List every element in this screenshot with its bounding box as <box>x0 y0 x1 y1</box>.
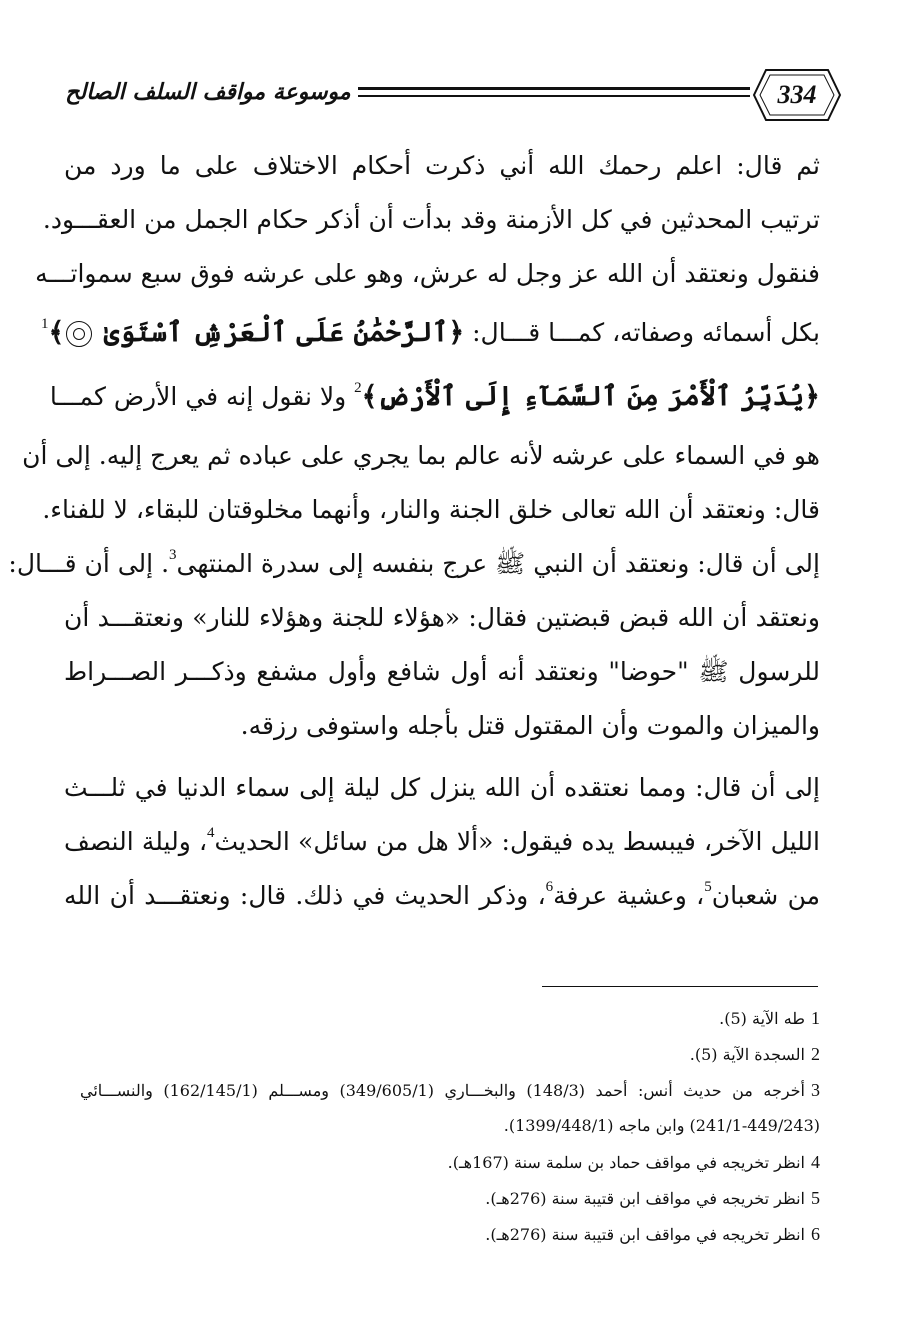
line-text: إلى أن قال: ونعتقد أن النبي ﷺ عرج بنفسه إلى سدرة المنتهى <box>176 549 820 578</box>
footnote-ref[interactable]: 2 <box>354 380 362 396</box>
footnote-ref[interactable]: 1 <box>40 316 49 332</box>
quran-verse <box>48 317 464 348</box>
footnote-separator <box>542 986 818 987</box>
text-line <box>40 301 820 365</box>
footnote-item <box>80 1036 820 1072</box>
footnote-ref[interactable]: 5 <box>704 879 712 895</box>
footnote-continuation: (241/1-449/243) وابن ماجه (1399/448/1). <box>503 1116 820 1135</box>
footnote-item <box>80 1180 820 1216</box>
footnote-number: 1 <box>811 1008 820 1028</box>
footnote-number: 5 <box>811 1188 820 1208</box>
text-line <box>64 869 820 923</box>
text-line: والميزان والموت وأن المقتول قتل بأجله واستوفى رزقه. <box>240 711 820 740</box>
footnote-number: 3 <box>811 1080 821 1100</box>
text-line: قال: ونعتقد أن الله تعالى خلق الجنة والنار، وأنهما مخلوقتان للبقاء، لا للفناء. <box>42 495 820 524</box>
footnotes <box>80 1000 820 1252</box>
page-header <box>60 66 842 132</box>
footnote-item <box>80 1216 820 1252</box>
text-line <box>64 815 820 869</box>
text-line: إلى أن قال: ومما نعتقده أن الله ينزل كل ليلة إلى سماء الدنيا في ثلـــث <box>64 773 820 802</box>
line-text: بكل أسمائه وصفاته، كمـــا قـــال: <box>472 318 820 347</box>
verse-text: ﴿ٱلرَّحْمَٰنُ عَلَى ٱلْعَرْشِ ٱسْتَوَىٰ <box>103 317 465 348</box>
header-rule <box>358 87 750 97</box>
quran-verse: ﴿يُدَبِّرُ ٱلْأَمْرَ مِنَ ٱلسَّمَآءِ إِلَى ٱلْأَرْضِ﴾ <box>361 381 820 412</box>
footnote-text: طه الآية (5). <box>719 1009 805 1028</box>
line-text: ولا نقول إنه في الأرض كمـــا <box>49 382 347 411</box>
text-line <box>8 537 820 591</box>
main-text <box>8 139 820 923</box>
footnote-number: 2 <box>811 1044 820 1064</box>
line-text: من شعبان <box>711 881 820 910</box>
footnote-number: 4 <box>811 1152 820 1172</box>
footnote-ref[interactable]: 6 <box>545 879 554 895</box>
footnote-text: أخرجه من حديث أنس: أحمد (148/3) والبخـــاري (349/605/1) ومســـلم (162/145/1) والنســـائي <box>80 1081 806 1100</box>
footnote-item <box>80 1072 820 1108</box>
verse-end-icon <box>66 321 92 347</box>
text-line <box>49 365 820 429</box>
text-line: ثم قال: اعلم رحمك الله أني ذكرت أحكام الاختلاف على ما ورد من <box>64 151 820 180</box>
footnote-text: انظر تخريجه في مواقف ابن قتيبة سنة (276هـ). <box>485 1189 805 1208</box>
footnote-ref[interactable]: 3 <box>169 547 177 563</box>
footnote-number: 6 <box>811 1224 820 1244</box>
page-number: 334 <box>777 80 817 109</box>
footnote-text: انظر تخريجه في مواقف ابن قتيبة سنة (276هـ). <box>485 1225 805 1244</box>
text-line: للرسول ﷺ "حوضا" ونعتقد أنه أول شافع وأول مشفع وذكـــر الصـــراط <box>64 657 820 686</box>
line-text: الليل الآخر، فيبسط يده فيقول: «ألا هل من سائل» الحديث <box>214 827 820 856</box>
page-number-badge <box>752 66 842 124</box>
footnote-item <box>80 1144 820 1180</box>
verse-close-bracket: ﴾ <box>48 317 65 348</box>
footnote-text: انظر تخريجه في مواقف حماد بن سلمة سنة (167هـ). <box>447 1153 805 1172</box>
text-line: ترتيب المحدثين في كل الأزمنة وقد بدأت أن أذكر حكام الجمل من العقـــود. <box>42 205 820 234</box>
text-line: فنقول ونعتقد أن الله عز وجل له عرش، وهو على عرشه فوق سبع سمواتـــه <box>35 259 820 288</box>
line-text: ، وذكر الحديث في ذلك. قال: ونعتقـــد أن الله <box>64 881 546 910</box>
footnote-ref[interactable]: 4 <box>207 825 215 841</box>
footnote-text: السجدة الآية (5). <box>689 1045 805 1064</box>
book-title: موسوعة مواقف السلف الصالح <box>65 79 351 105</box>
line-text: ، وعشية عرفة <box>553 881 705 910</box>
line-text: . إلى أن قـــال: <box>8 549 170 578</box>
line-text: ، وليلة النصف <box>64 827 208 856</box>
text-line: ونعتقد أن الله قبض قبضتين فقال: «هؤلاء للجنة وهؤلاء للنار» ونعتقـــد أن <box>64 603 820 632</box>
footnote-item <box>80 1000 820 1036</box>
text-line: هو في السماء على عرشه لأنه عالم بما يجري على عباده ثم يعرج إليه. إلى أن <box>22 441 820 470</box>
